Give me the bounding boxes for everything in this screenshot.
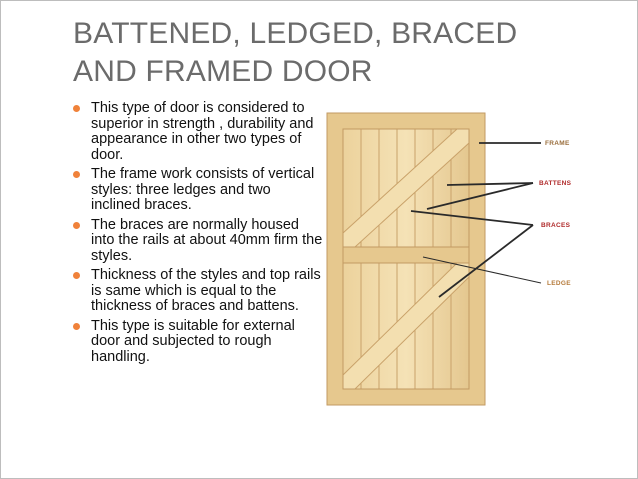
bullet-dot-icon xyxy=(73,105,80,112)
bullet-item xyxy=(73,101,323,163)
bullet-text: The braces are normally housed into the rails at about 40mm firm the styles. xyxy=(91,216,323,264)
label-battens: BATTENS xyxy=(539,180,572,187)
slide-title xyxy=(73,15,613,91)
slide-title-line-1: BATTENED, LEDGED, BRACED xyxy=(73,17,518,50)
bullet-item xyxy=(73,218,323,265)
door-diagram xyxy=(319,105,619,415)
label-frame: FRAME xyxy=(545,140,570,147)
bullet-dot-icon xyxy=(73,171,80,178)
label-braces: BRACES xyxy=(541,222,571,229)
bullet-item xyxy=(73,268,323,315)
bullet-list xyxy=(73,101,323,369)
door-ledge xyxy=(343,247,469,263)
bullet-dot-icon xyxy=(73,323,80,330)
bullet-text: Thickness of the styles and top rails is same which is equal to the thickness of braces and battens. xyxy=(91,267,321,314)
label-ledge: LEDGE xyxy=(547,280,571,287)
bullet-text: This type of door is considered to superior in strength , durability and appearance in other two types of door. xyxy=(91,100,314,163)
door-illustration xyxy=(319,105,619,415)
bullet-dot-icon xyxy=(73,272,80,279)
slide-title-line-2: AND FRAMED DOOR xyxy=(73,55,373,88)
bullet-dot-icon xyxy=(73,222,80,229)
bullet-item xyxy=(73,319,323,366)
bullet-text: This type is suitable for external door and subjected to rough handling. xyxy=(91,317,295,365)
bullet-item xyxy=(73,167,323,214)
bullet-text: The frame work consists of vertical styles: three ledges and two inclined braces. xyxy=(91,166,315,213)
